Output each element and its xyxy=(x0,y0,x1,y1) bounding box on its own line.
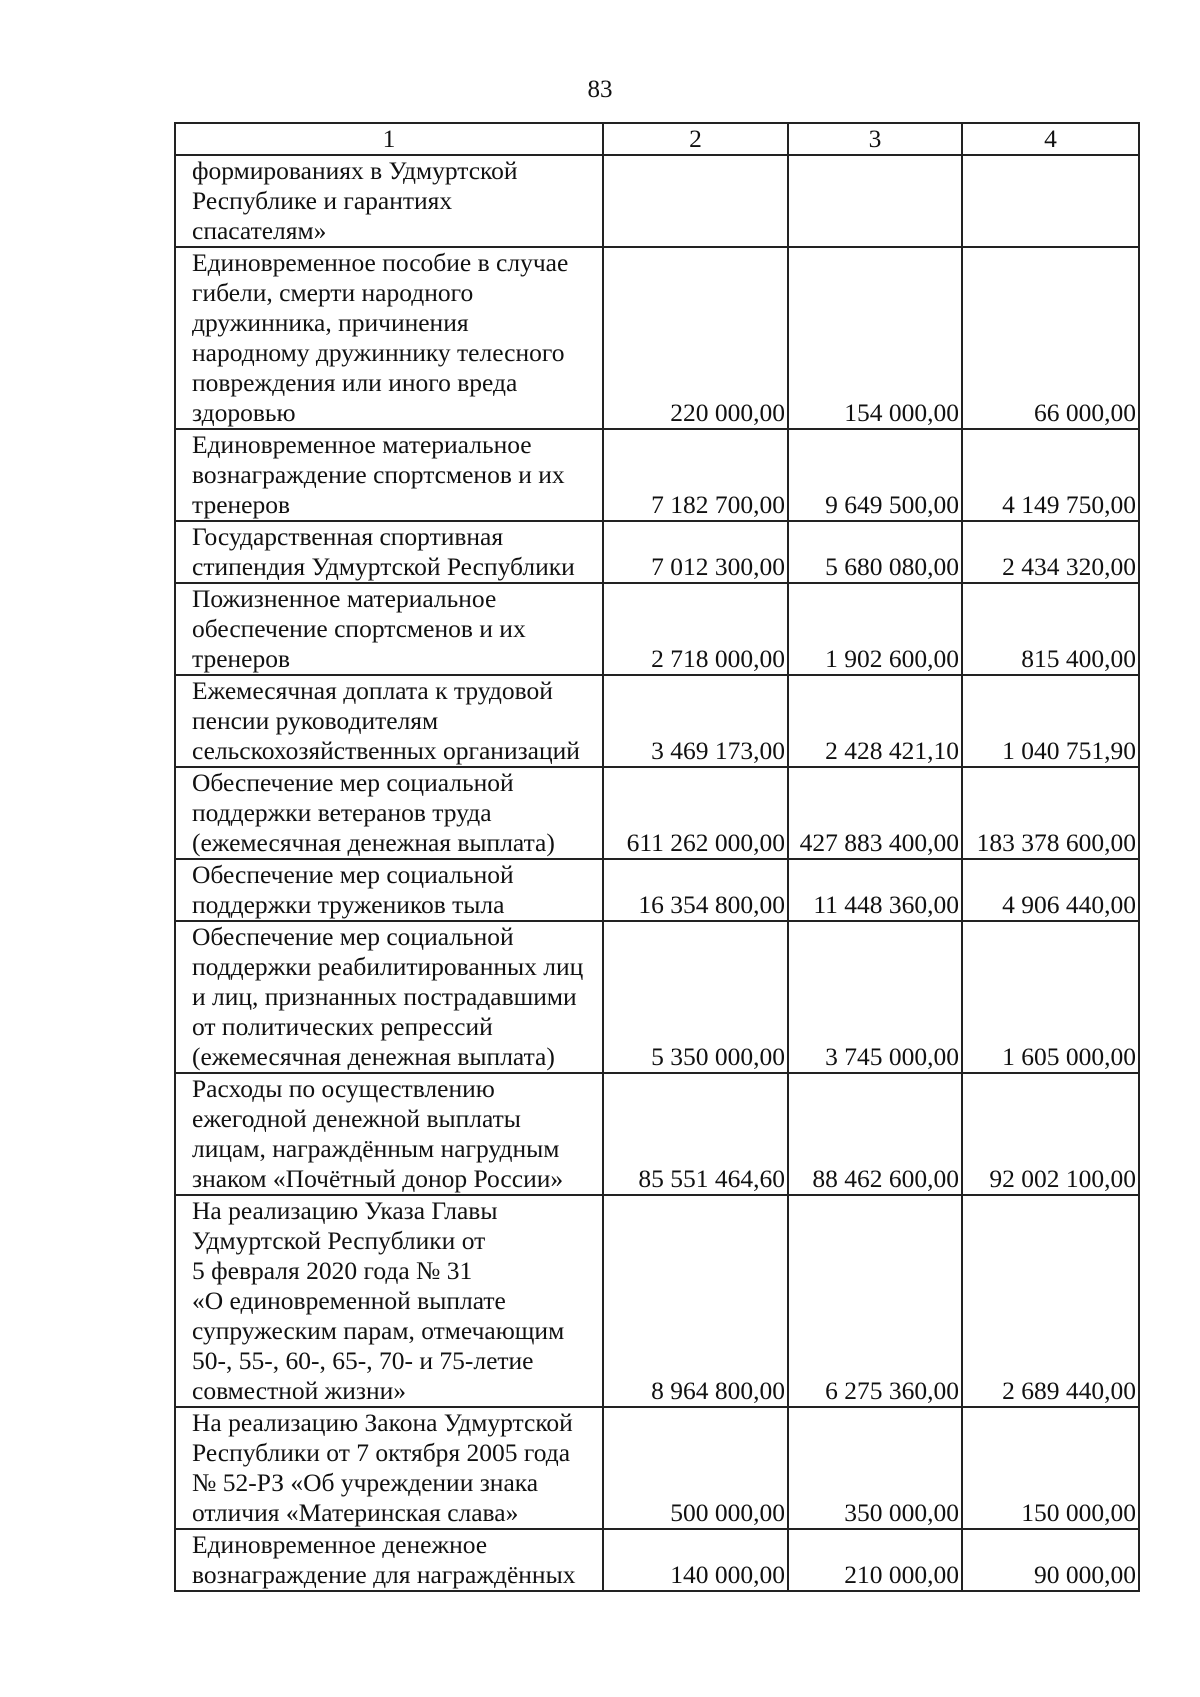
value-col-2: 500 000,00 xyxy=(603,1407,788,1529)
row-description: На реализацию Указа Главы Удмуртской Республики от 5 февраля 2020 года № 31 «О единовременной выплате супружеским парам, отмечающим 50-, 55-, 60-, 65-, 70- и 75-летие совместной жизни» xyxy=(175,1195,603,1407)
row-description: Обеспечение мер социальной поддержки тружеников тыла xyxy=(175,859,603,921)
value-col-4: 1 605 000,00 xyxy=(962,921,1139,1073)
row-description: Единовременное пособие в случае гибели, смерти народного дружинника, причинения народному дружиннику телесного повреждения или иного вреда здоровью xyxy=(175,247,603,429)
value-col-4: 183 378 600,00 xyxy=(962,767,1139,859)
table-header xyxy=(175,123,1139,155)
page-number: 83 xyxy=(587,76,613,103)
value-col-2: 8 964 800,00 xyxy=(603,1195,788,1407)
value-col-3: 6 275 360,00 xyxy=(788,1195,962,1407)
row-description: Единовременное денежное вознаграждение для награждённых xyxy=(175,1529,603,1591)
value-col-2: 3 469 173,00 xyxy=(603,675,788,767)
table-row xyxy=(175,767,1139,859)
value-col-3: 210 000,00 xyxy=(788,1529,962,1591)
table-row xyxy=(175,155,1139,247)
row-description: На реализацию Закона Удмуртской Республики от 7 октября 2005 года № 52-РЗ «Об учреждении знака отличия «Материнская слава» xyxy=(175,1407,603,1529)
value-col-4: 1 040 751,90 xyxy=(962,675,1139,767)
value-col-3: 2 428 421,10 xyxy=(788,675,962,767)
value-col-2: 140 000,00 xyxy=(603,1529,788,1591)
row-description: Обеспечение мер социальной поддержки реабилитированных лиц и лиц, признанных пострадавшими от политических репрессий (ежемесячная денежная выплата) xyxy=(175,921,603,1073)
value-col-2 xyxy=(603,155,788,247)
value-col-4: 815 400,00 xyxy=(962,583,1139,675)
row-description: формированиях в Удмуртской Республике и гарантиях спасателям» xyxy=(175,155,603,247)
value-col-2: 2 718 000,00 xyxy=(603,583,788,675)
value-col-3: 9 649 500,00 xyxy=(788,429,962,521)
value-col-3: 427 883 400,00 xyxy=(788,767,962,859)
value-col-2: 85 551 464,60 xyxy=(603,1073,788,1195)
value-col-4: 2 689 440,00 xyxy=(962,1195,1139,1407)
value-col-4: 90 000,00 xyxy=(962,1529,1139,1591)
row-description: Пожизненное материальное обеспечение спортсменов и их тренеров xyxy=(175,583,603,675)
table-row xyxy=(175,583,1139,675)
column-header-1: 1 xyxy=(175,123,603,155)
table-row xyxy=(175,1195,1139,1407)
table-body xyxy=(175,155,1139,1591)
table-row xyxy=(175,921,1139,1073)
row-description: Расходы по осуществлению ежегодной денежной выплаты лицам, награждённым нагрудным знаком «Почётный донор России» xyxy=(175,1073,603,1195)
column-header-4: 4 xyxy=(962,123,1139,155)
table-row xyxy=(175,859,1139,921)
value-col-3: 1 902 600,00 xyxy=(788,583,962,675)
column-header-2: 2 xyxy=(603,123,788,155)
value-col-3: 350 000,00 xyxy=(788,1407,962,1529)
value-col-3: 88 462 600,00 xyxy=(788,1073,962,1195)
value-col-2: 5 350 000,00 xyxy=(603,921,788,1073)
table-row xyxy=(175,429,1139,521)
value-col-2: 220 000,00 xyxy=(603,247,788,429)
value-col-2: 611 262 000,00 xyxy=(603,767,788,859)
value-col-3: 154 000,00 xyxy=(788,247,962,429)
value-col-2: 7 182 700,00 xyxy=(603,429,788,521)
value-col-3: 3 745 000,00 xyxy=(788,921,962,1073)
value-col-4: 4 149 750,00 xyxy=(962,429,1139,521)
table-row xyxy=(175,1073,1139,1195)
value-col-4: 4 906 440,00 xyxy=(962,859,1139,921)
value-col-4: 2 434 320,00 xyxy=(962,521,1139,583)
value-col-4 xyxy=(962,155,1139,247)
column-header-3: 3 xyxy=(788,123,962,155)
value-col-2: 7 012 300,00 xyxy=(603,521,788,583)
row-description: Единовременное материальное вознаграждение спортсменов и их тренеров xyxy=(175,429,603,521)
value-col-3: 5 680 080,00 xyxy=(788,521,962,583)
row-description: Обеспечение мер социальной поддержки ветеранов труда (ежемесячная денежная выплата) xyxy=(175,767,603,859)
value-col-2: 16 354 800,00 xyxy=(603,859,788,921)
value-col-3: 11 448 360,00 xyxy=(788,859,962,921)
row-description: Ежемесячная доплата к трудовой пенсии руководителям сельскохозяйственных организаций xyxy=(175,675,603,767)
value-col-4: 66 000,00 xyxy=(962,247,1139,429)
table-row xyxy=(175,675,1139,767)
header-row xyxy=(175,123,1139,155)
row-description: Государственная спортивная стипендия Удмуртской Республики xyxy=(175,521,603,583)
value-col-4: 92 002 100,00 xyxy=(962,1073,1139,1195)
budget-table xyxy=(174,122,1140,1592)
table-row xyxy=(175,1529,1139,1591)
value-col-3 xyxy=(788,155,962,247)
value-col-4: 150 000,00 xyxy=(962,1407,1139,1529)
table-row xyxy=(175,521,1139,583)
table-row xyxy=(175,247,1139,429)
table-row xyxy=(175,1407,1139,1529)
